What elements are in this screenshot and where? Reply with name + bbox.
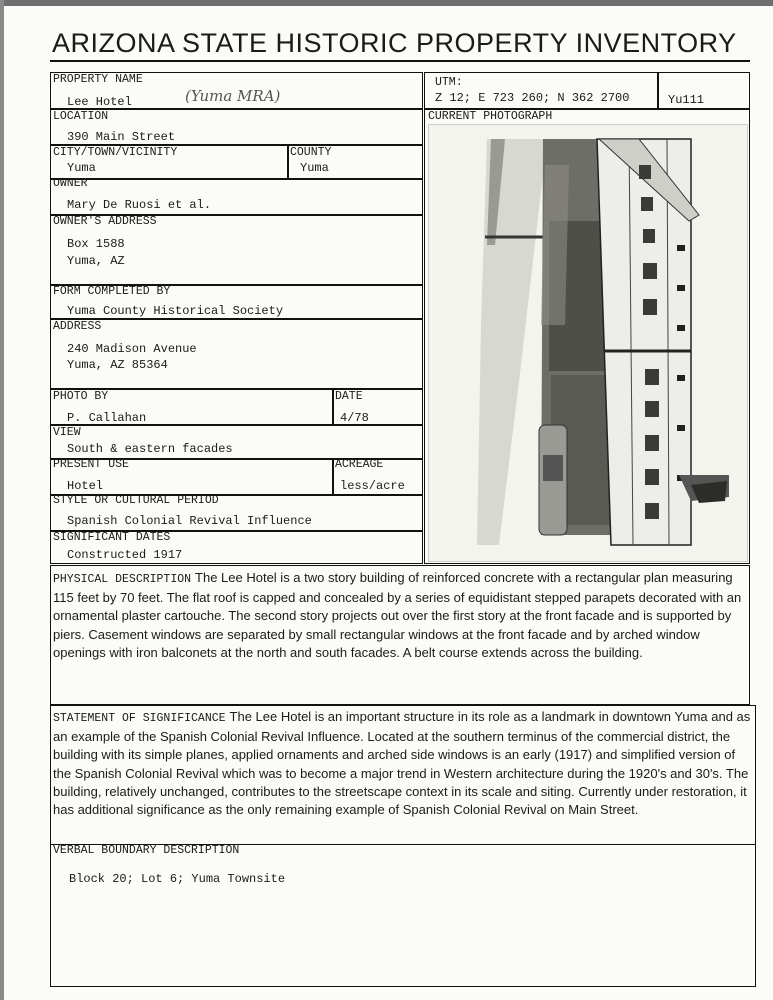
significance-label: STATEMENT OF SIGNIFICANCE xyxy=(53,712,226,725)
significant-dates-value: Constructed 1917 xyxy=(67,548,183,562)
row-divider xyxy=(50,318,423,320)
building-photo-drawing xyxy=(429,125,748,562)
form-completed-by-value: Yuma County Historical Society xyxy=(67,304,284,318)
owner-value: Mary De Ruosi et al. xyxy=(67,198,212,212)
row-divider xyxy=(50,178,423,180)
present-use-value: Hotel xyxy=(67,479,104,493)
col-divider xyxy=(332,388,334,424)
property-name-value: Lee Hotel xyxy=(67,95,132,109)
scan-edge-left xyxy=(0,0,4,1000)
photo-by-label: PHOTO BY xyxy=(53,390,109,403)
acreage-label: ACREAGE xyxy=(335,458,384,471)
location-label: LOCATION xyxy=(53,110,109,123)
address-label: ADDRESS xyxy=(53,320,102,333)
owner-address-line2: Yuma, AZ xyxy=(67,254,125,268)
building-photograph xyxy=(428,124,748,562)
date-value: 4/78 xyxy=(340,411,369,425)
utm-code-divider xyxy=(657,72,659,108)
owner-address-label: OWNER'S ADDRESS xyxy=(53,215,157,228)
acreage-value: less/acre xyxy=(340,479,405,493)
county-label: COUNTY xyxy=(290,146,332,159)
handwritten-note: (Yuma MRA) xyxy=(185,87,281,105)
date-label: DATE xyxy=(335,390,363,403)
county-value: Yuma xyxy=(300,161,329,175)
significant-dates-label: SIGNIFICANT DATES xyxy=(53,531,171,544)
col-divider xyxy=(332,458,334,494)
utm-value: Z 12; E 723 260; N 362 2700 xyxy=(435,91,630,105)
verbal-boundary-label: VERBAL BOUNDARY DESCRIPTION xyxy=(53,844,240,857)
physical-description-text: The Lee Hotel is a two story building of reinforced concrete with a rectangular plan measuring 115 feet by 70 feet. The flat roof is capped and concealed by a series of equidistant stepped parapets decorated with an ornamental plaster cartouche. The second story projects out over the first story at the front facade and is supported by piers. Casement windows are separated by small rectangular windows at the front facade and by arched window openings with iron balconets at the north and south facades. A belt course extends across the building. xyxy=(53,570,742,660)
col-divider xyxy=(287,144,289,178)
form-completed-by-label: FORM COMPLETED BY xyxy=(53,285,171,298)
physical-description-label: PHYSICAL DESCRIPTION xyxy=(53,573,192,586)
style-value: Spanish Colonial Revival Influence xyxy=(67,514,312,528)
present-use-label: PRESENT USE xyxy=(53,458,129,471)
view-value: South & eastern facades xyxy=(67,442,233,456)
title-rule xyxy=(50,60,750,62)
address-line2: Yuma, AZ 85364 xyxy=(67,358,168,372)
style-label: STYLE OR CULTURAL PERIOD xyxy=(53,494,219,507)
physical-description xyxy=(53,569,743,662)
scan-edge-top xyxy=(0,0,773,6)
property-name-label: PROPERTY NAME xyxy=(53,73,143,86)
city-label: CITY/TOWN/VICINITY xyxy=(53,146,178,159)
verbal-boundary-box xyxy=(50,844,756,987)
owner-address-line1: Box 1588 xyxy=(67,237,125,251)
location-value: 390 Main Street xyxy=(67,130,176,144)
utm-label: UTM: xyxy=(435,76,463,89)
view-label: VIEW xyxy=(53,426,81,439)
owner-label: OWNER xyxy=(53,177,88,190)
verbal-boundary-value: Block 20; Lot 6; Yuma Townsite xyxy=(69,872,286,886)
statement-of-significance xyxy=(53,708,751,819)
form-title: ARIZONA STATE HISTORIC PROPERTY INVENTORY xyxy=(52,28,737,58)
significance-text: The Lee Hotel is an important structure in its role as a landmark in downtown Yuma and as an example of the Spanish Colonial Revival Influence. Located at the southern terminus of the commercial district, the building with its simple planes, applied ornaments and arched side windows is an early (1917) and simplified version of the Spanish Colonial Revival which was to become a major trend in Western architecture during the 1920's and 30's. The building, relatively unchanged, contributes to the streetscape context in its scale and siting. Currently under restoration, it has additional significance as the only remaining example of Spanish Colonial Revival on Main Street. xyxy=(53,709,751,818)
current-photograph-label: CURRENT PHOTOGRAPH xyxy=(428,110,553,123)
address-line1: 240 Madison Avenue xyxy=(67,342,197,356)
photo-by-value: P. Callahan xyxy=(67,411,147,425)
utm-code: Yu111 xyxy=(668,93,705,107)
city-value: Yuma xyxy=(67,161,96,175)
